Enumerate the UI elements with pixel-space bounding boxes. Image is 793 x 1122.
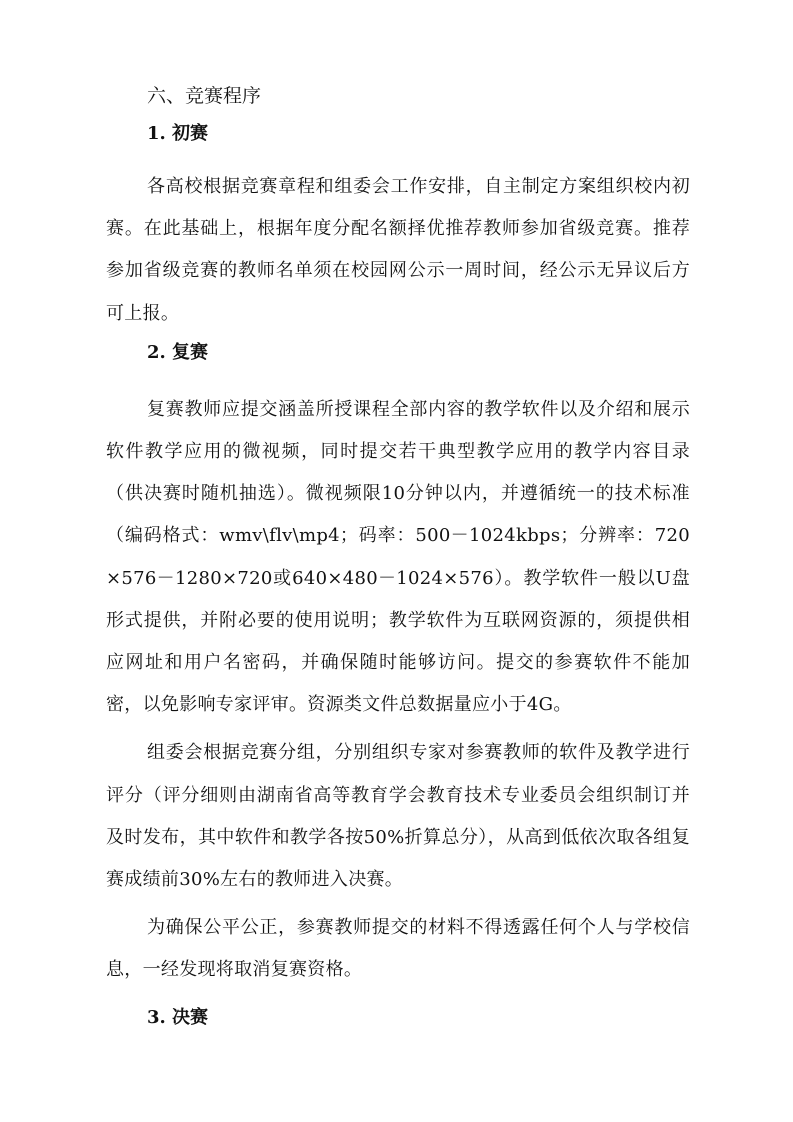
preliminary-paragraph: 各高校根据竞赛章程和组委会工作安排，自主制定方案组织校内初赛。在此基础上，根据年度分配名额择优推荐教师参加省级竞赛。推荐参加省级竞赛的教师名单须在校园网公示一周时间，经公示无异议后方可上报。 — [106, 176, 690, 324]
document-body — [106, 84, 690, 1050]
section-heading: 六、竞赛程序 — [147, 85, 262, 107]
preliminary-heading: 1. 初赛 — [147, 123, 209, 144]
semifinal-paragraph-scoring: 组委会根据竞赛分组，分别组织专家对参赛教师的软件及教学进行评分（评分细则由湖南省高等教育学会教育技术专业委员会组织制订并及时发布，其中软件和教学各按50%折算总分），从高到低依次取各组复赛成绩前30%左右的教师进入决赛。 — [106, 742, 690, 891]
semifinal-paragraph-fairness: 为确保公平公正，参赛教师提交的材料不得透露任何个人与学校信息，一经发现将取消复赛资格。 — [106, 917, 690, 981]
semifinal-paragraph-submission: 复赛教师应提交涵盖所授课程全部内容的教学软件以及介绍和展示软件教学应用的微视频，同时提交若干典型教学应用的教学内容目录（供决赛时随机抽选）。微视频限10分钟以内，并遵循统一的技术标准（编码格式：wmv\flv\mp4；码率：500－1024kbps；分辨率：720×576－1280×720或640×480－1024×576）。教学软件一般以U盘形式提供，并附必要的使用说明；教学软件为互联网资源的，须提供相应网址和用户名密码，并确保随时能够访问。提交的参赛软件不能加密，以免影响专家评审。资源类文件总数据量应小于4G。 — [106, 398, 690, 716]
semifinal-heading: 2. 复赛 — [147, 341, 209, 363]
final-heading: 3. 决赛 — [147, 1006, 209, 1028]
